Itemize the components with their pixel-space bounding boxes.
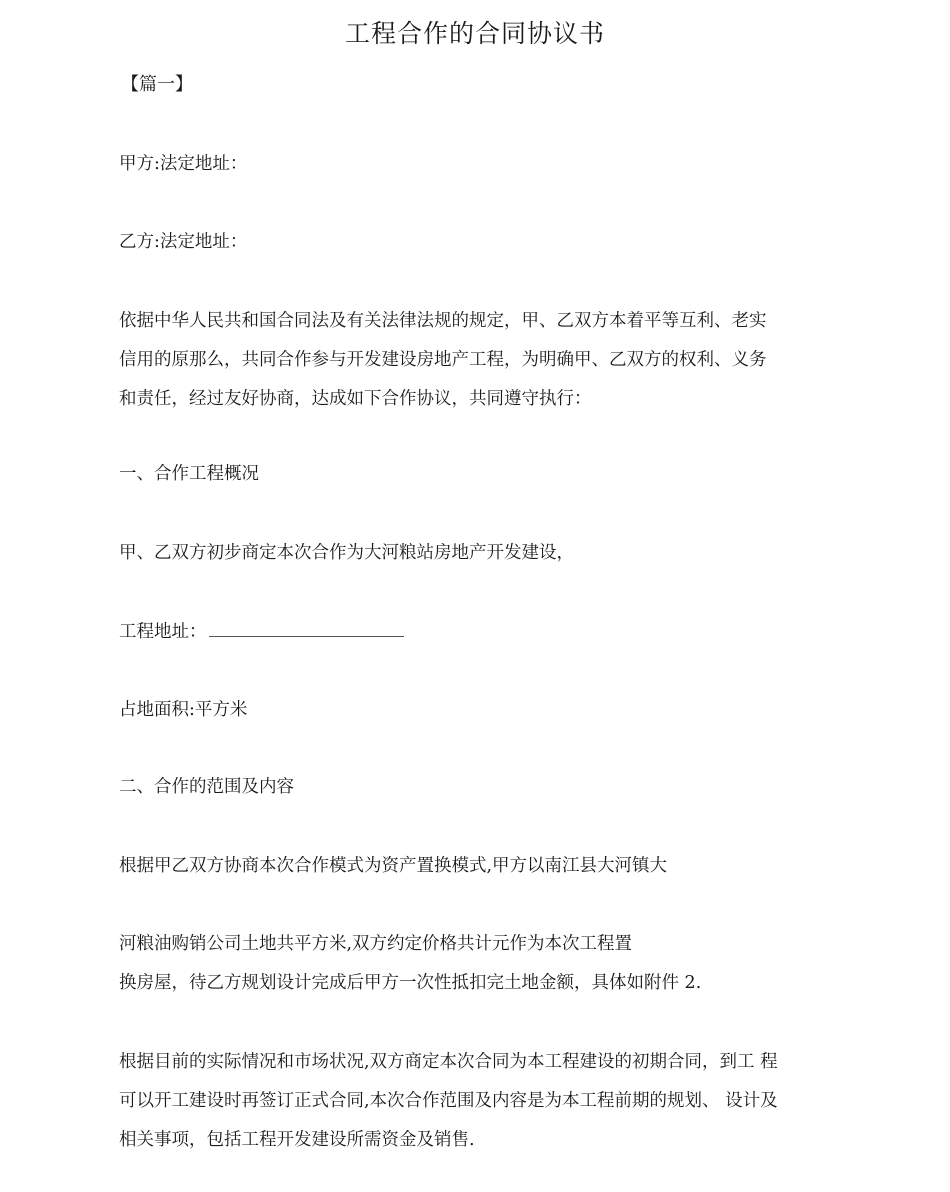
overview-line: 甲、乙双方初步商定本次合作为大河粮站房地产开发建设， bbox=[119, 543, 574, 563]
project-address-line bbox=[119, 619, 404, 645]
party-b-line: 乙方:法定地址： bbox=[119, 232, 248, 252]
project-address-blank bbox=[209, 622, 404, 637]
document-title: 工程合作的合同协议书 bbox=[344, 19, 605, 48]
heading-project-overview: 一、合作工程概况 bbox=[119, 464, 259, 484]
project-address-label: 工程地址： bbox=[119, 622, 207, 642]
section-tag: 【篇一】 bbox=[121, 74, 193, 95]
scope-line-3a: 根据目前的实际情况和市场状况,双方商定本次合同为本工程建设的初期合同，到工 程 bbox=[119, 1052, 778, 1072]
intro-line-1: 依据中华人民共和国合同法及有关法律法规的规定，甲、乙双方本着平等互利、老实 bbox=[119, 311, 767, 331]
land-area-line: 占地面积:平方米 bbox=[119, 700, 248, 720]
scope-line-2b: 换房屋，待乙方规划设计完成后甲方一次性抵扣完土地金额，具体如附件 2. bbox=[119, 973, 702, 993]
scope-line-3c: 相关事项，包括工程开发建设所需资金及销售. bbox=[119, 1130, 475, 1150]
party-a-line: 甲方:法定地址： bbox=[119, 154, 248, 174]
scope-line-3b: 可以开工建设时再签订正式合同,本次合作范围及内容是为本工程前期的规划、 设计及 bbox=[119, 1091, 778, 1111]
scope-line-2a: 河粮油购销公司土地共平方米,双方约定价格共计元作为本次工程置 bbox=[119, 934, 633, 954]
intro-line-2: 信用的原那么，共同合作参与开发建设房地产工程，为明确甲、乙双方的权利、义务 bbox=[119, 350, 767, 370]
intro-line-3: 和责任，经过友好协商，达成如下合作协议，共同遵守执行： bbox=[119, 389, 592, 409]
heading-scope: 二、合作的范围及内容 bbox=[119, 777, 294, 797]
scope-line-1: 根据甲乙双方协商本次合作模式为资产置换模式,甲方以南江县大河镇大 bbox=[119, 856, 668, 876]
